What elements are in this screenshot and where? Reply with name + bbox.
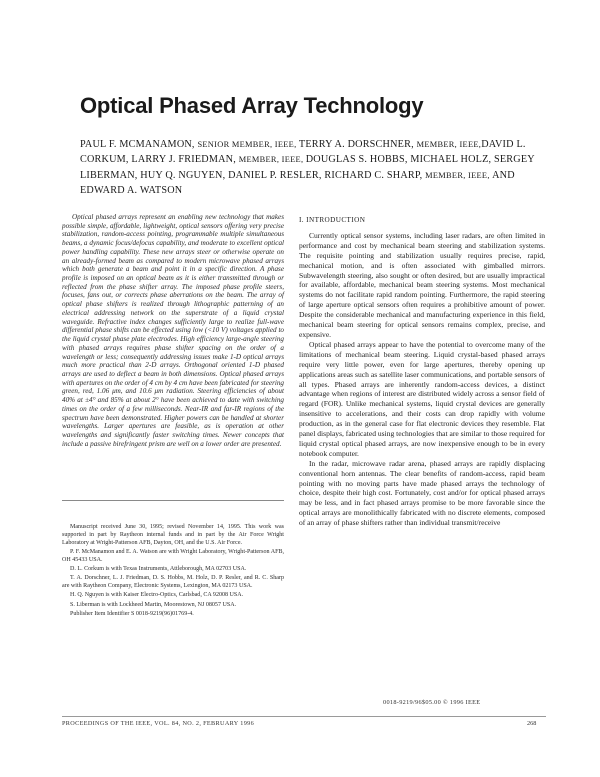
author-affiliation: MEMBER, IEEE, bbox=[425, 170, 493, 180]
body-paragraph: Optical phased arrays appear to have the potential to overcome many of the limitations of mechanical beam steering. Liquid crystal-based phased arrays require very little power, even for large apertures, thereby opening up applications areas such as satellite laser communications, and portable sensors of all types. Phased arrays are inherently random-access devices, a distinct advantage when regions of interest are distributed widely across a sensor field of regard (FOR). Unlike mechanical systems, liquid crystal devices are generally insensitive to accelerations, and their costs can drop rapidly with volume production, as in the general case for flat electronic devices they resemble. Flat panel displays, fabricated using technologies that are similar to those required for liquid crystal optical phased arrays, are now inexpensive enough to be in every notebook computer. bbox=[299, 339, 545, 458]
author-group: DOUGLAS S. HOBBS, MICHAEL HOLZ, SERGEY LIBERMAN, HUY Q. NGUYEN, DANIEL P. RESLER, RICHARD C. SHARP, bbox=[80, 154, 535, 181]
author-group: DAVID L. CORKUM, LARRY J. FRIEDMAN, bbox=[80, 139, 526, 166]
footnote: T. A. Dorschner, L. J. Friedman, D. S. Hobbs, M. Holz, D. P. Resler, and R. C. Sharp are with Raytheon Company, Electronic Systems, Lexington, MA 02173 USA. bbox=[62, 575, 284, 590]
footnotes bbox=[62, 524, 284, 620]
footnote: Publisher Item Identifier S 0018-9219(96)01769-4. bbox=[70, 611, 194, 618]
abstract-text: Optical phased arrays represent an enabling new technology that makes possible simple, affordable, lightweight, optical sensors offering very precise stabilization, random-access pointing, programmable multiple simultaneous beams, a dynamic focus/defocus capability, and moderate to excellent optical power handling capability. These new arrays steer or otherwise operate on an already-formed beam as compared to modern microwave phased arrays which both generate a beam and point it in a specific direction. A phase profile is imposed on an optical beam as it is either transmitted through or reflected from the phase shifter array. The imposed phase profile steers, focuses, fans out, or corrects phase aberrations on the beam. The array of optical phase shifters is realized through lithographic patterning of an electrical addressing network on the superstrate of a liquid crystal waveguide. Refractive index changes sufficiently large to realize full-wave differential phase shifts can be effected using low (<10 V) voltages applied to the liquid crystal phase plate electrodes. High efficiency large-angle steering with phased arrays requires phase shifter spacing on the order of a wavelength or less; consequently addressing issues make 1-D optical arrays much more practical than 2-D arrays. Orthogonal oriented 1-D phased arrays are used to deflect a beam in both dimensions. Optical phased arrays with apertures on the order of 4 cm by 4 cm have been fabricated for steering green, red, 1.06 μm, and 10.6 μm radiation. Steering efficiencies of about 40% at ±4° and 85% at about 2° have been achieved to date with switching times on the order of a few milliseconds. Near-IR and far-IR regions of the spectrum have been demonstrated. Higher powers can be handled at shorter wavelengths. Larger apertures are feasible, as is operation at other wavelengths and significantly faster switching times. Newer concepts that include a passive birefringent prism are well on a lower order are presented. bbox=[62, 213, 284, 448]
page-number: 268 bbox=[527, 720, 537, 727]
author-group: TERRY A. DORSCHNER, bbox=[298, 139, 417, 150]
author-affiliation: SENIOR MEMBER, IEEE, bbox=[197, 140, 299, 149]
author-group: AND EDWARD A. WATSON bbox=[80, 169, 515, 197]
author-group: PAUL F. MCMANAMON, bbox=[80, 139, 198, 150]
abstract bbox=[62, 213, 284, 448]
author-list bbox=[80, 137, 550, 199]
footnote: D. L. Corkum is with Texas Instruments, Attleborough, MA 02703 USA. bbox=[70, 565, 247, 572]
footnote: P. F. McManamon and E. A. Watson are with Wright Laboratory, Wright-Patterson AFB, OH 45433 USA. bbox=[62, 548, 284, 563]
copyright-line: 0018-9219/96$05.00 © 1996 IEEE bbox=[383, 699, 481, 706]
introduction-section bbox=[299, 216, 545, 528]
section-heading: I. INTRODUCTION bbox=[299, 216, 366, 224]
footer-divider bbox=[62, 716, 546, 717]
footnote: S. Liberman is with Lockheed Martin, Moorestown, NJ 08057 USA. bbox=[70, 601, 237, 608]
body-paragraph: Currently optical sensor systems, including laser radars, are often limited in performance and cost by mechanical beam steering and stabilization systems. The requisite pointing and stabilization usually requires precise, rapid, mechanical motion, and is often associated with gimballed mirrors. Subwavelength steering, also sought or often desired, but are usually impractical for available, affordable, mechanical beam steering systems. Most mechanical systems do not facilitate rapid random pointing. Furthermore, the rapid steering of large aperture optical sensors often requires a prohibitive amount of power. Despite the considerable mechanical and manufacturing experience in this field, mechanical beam steering for optical sensors remains complex, precise, and expensive. bbox=[299, 230, 545, 339]
author-affiliation: MEMBER, IEEE, bbox=[238, 155, 306, 165]
author-affiliation: MEMBER, IEEE, bbox=[416, 140, 482, 149]
paper-title: Optical Phased Array Technology bbox=[80, 93, 424, 118]
journal-footer: PROCEEDINGS OF THE IEEE, VOL. 84, NO. 2, FEBRUARY 1996 bbox=[62, 720, 255, 727]
footnote: Manuscript received June 30, 1995; revised November 14, 1995. This work was supported in part by Raytheon internal funds and in part by the Air Force Wright Laboratory at Wright-Patterson AFB, Dayton, OH, and the U.S. Air Force. bbox=[62, 524, 284, 546]
footnote: H. Q. Nguyen is with Kaiser Electro-Optics, Carlsbad, CA 92008 USA. bbox=[70, 592, 244, 599]
body-paragraph: In the radar, microwave radar arena, phased arrays are rapidly displacing conventional horn antennas. The clear benefits of random-access, rapid beam pointing with no moving parts have made phased arrays the technology of choice, despite their high cost. Fortunately, cost and/or for optical phased arrays may be less, and in fact phased arrays promise to be more favorable since the optical arrays are monolithically fabricated with no discrete elements, composed of an array of phase shifters rather than individual transmit/receive bbox=[299, 458, 545, 528]
footnote-divider bbox=[62, 500, 284, 501]
